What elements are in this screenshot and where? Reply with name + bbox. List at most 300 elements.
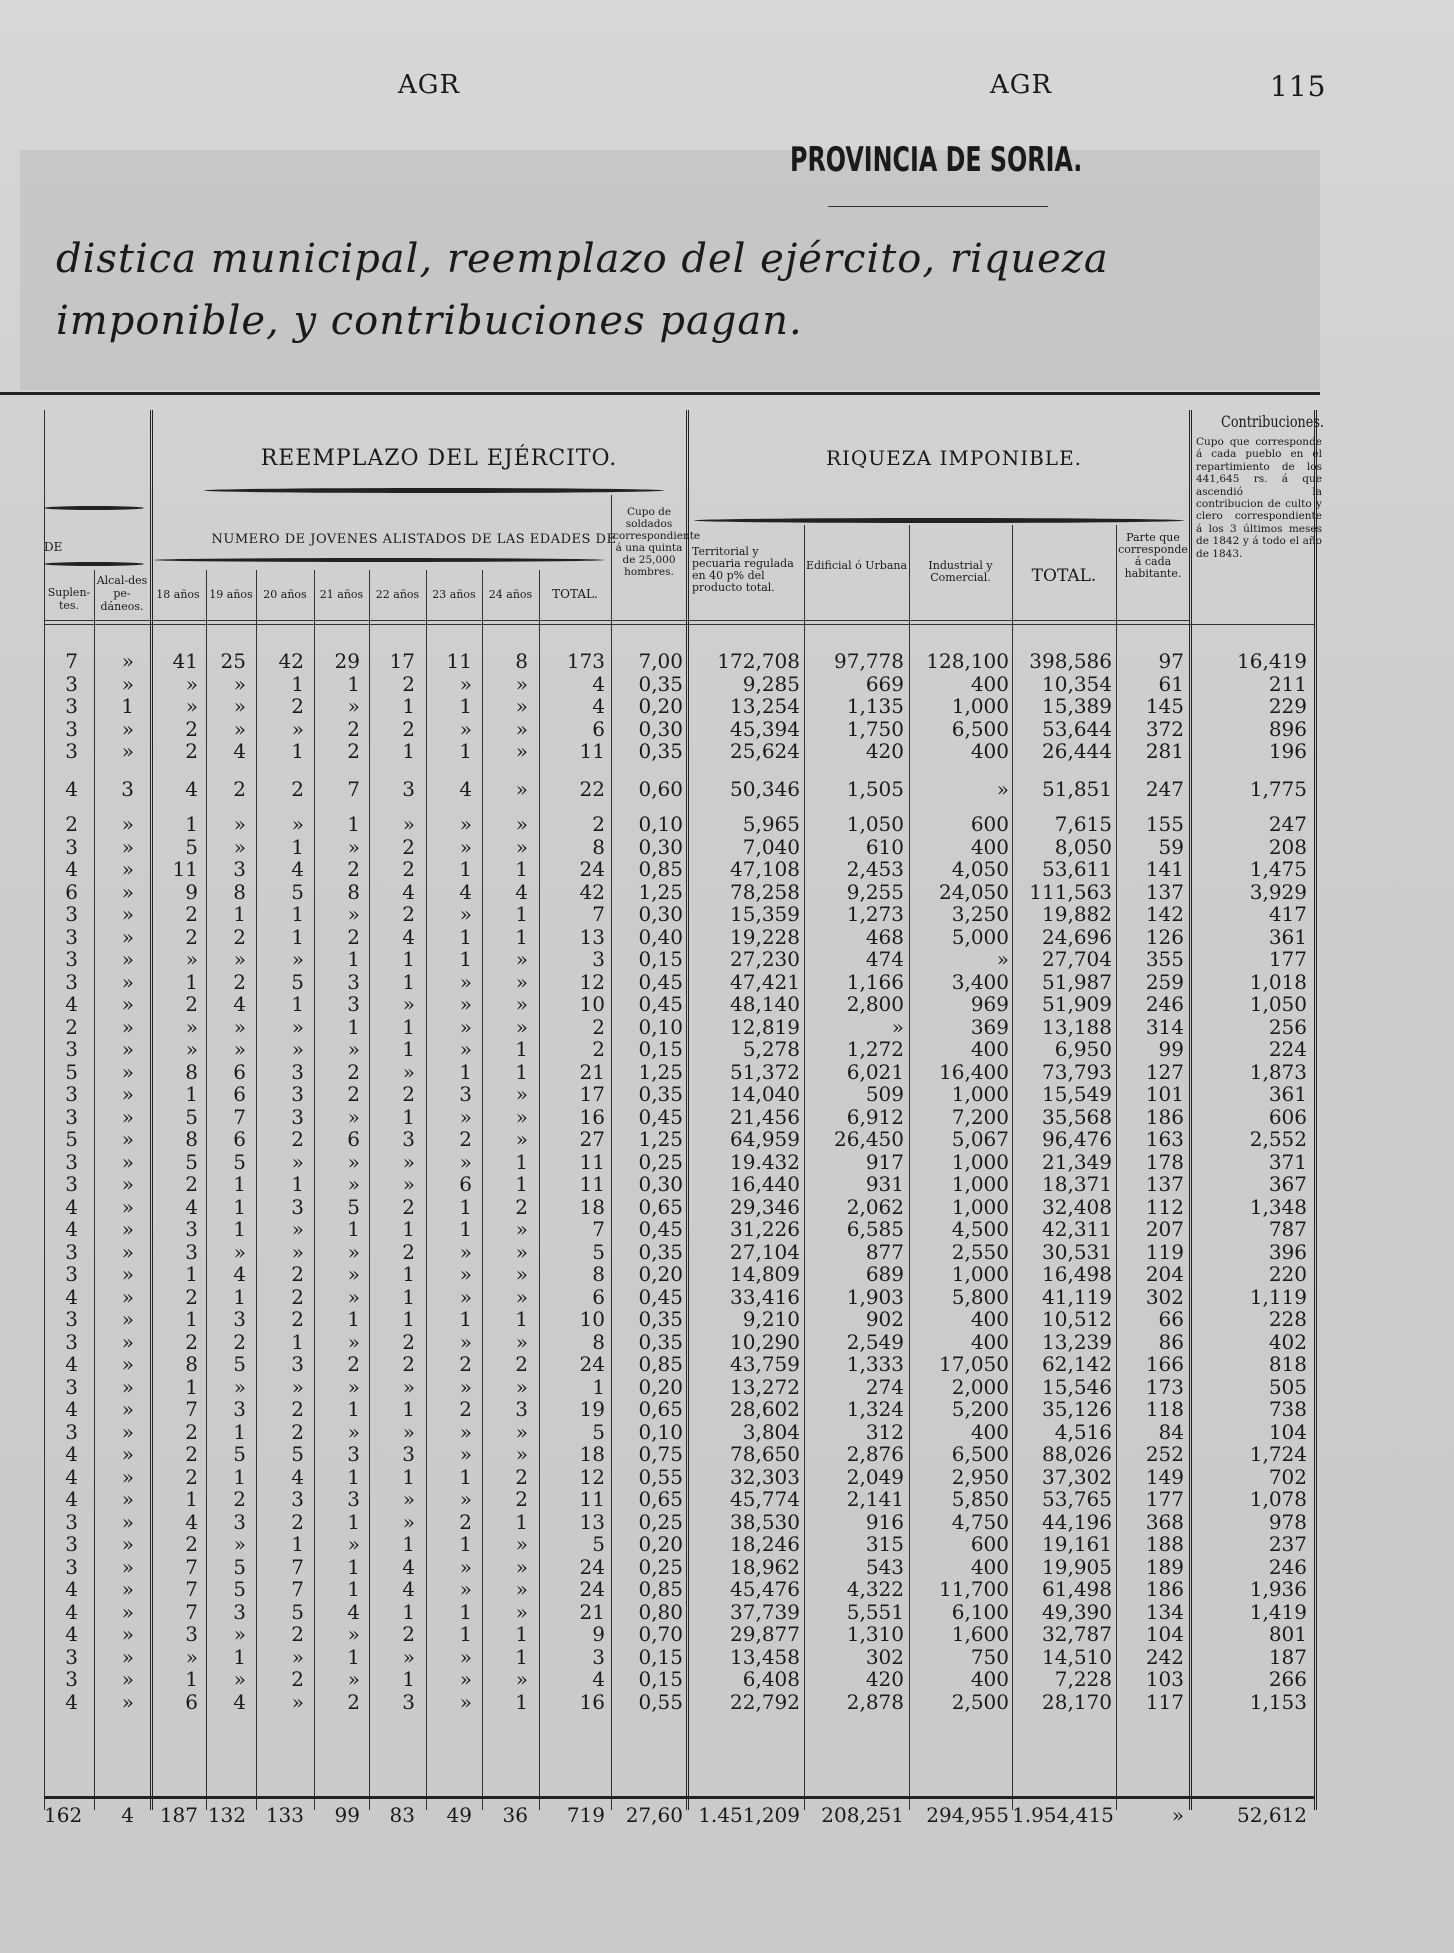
cell-total-jovenes: 19 <box>579 1397 605 1421</box>
cell-a19: 2 <box>233 1329 246 1354</box>
section-reemplazo: REEMPLAZO DEL EJÉRCITO. <box>260 446 618 471</box>
total-territorial: 1.451,209 <box>698 1803 800 1827</box>
cell-total-riqueza: 73,793 <box>1042 1059 1112 1084</box>
cell-territorial: 47,108 <box>730 857 800 881</box>
cell-territorial: 172,708 <box>717 649 800 673</box>
numero-jovenes-heading: NUMERO DE JOVENES ALISTADOS DE LAS EDADES DE <box>211 532 617 547</box>
cell-industrial: 2,550 <box>951 1239 1009 1264</box>
col-22: 22 años <box>375 588 420 601</box>
cell-a20: » <box>291 716 304 741</box>
cell-territorial: 18,246 <box>730 1532 800 1556</box>
cell-contribucion: 1,419 <box>1249 1599 1307 1624</box>
cell-total-jovenes: 6 <box>592 716 605 741</box>
cell-a22: 1 <box>402 739 415 763</box>
cell-suplentes: 3 <box>65 1329 78 1354</box>
cell-a24: » <box>515 1419 528 1444</box>
cell-territorial: 43,759 <box>730 1352 800 1376</box>
cell-a20: » <box>291 1014 304 1039</box>
table-row <box>44 1443 1322 1465</box>
cell-parte: 189 <box>1145 1554 1184 1579</box>
cell-territorial: 5,965 <box>742 812 800 836</box>
cell-a24: 1 <box>515 1622 528 1646</box>
cell-a24: » <box>515 1262 528 1286</box>
cell-a19: 1 <box>233 1464 246 1489</box>
cell-a19: 7 <box>233 1104 246 1129</box>
cell-a24: » <box>515 834 528 859</box>
cell-parte: 141 <box>1145 857 1184 881</box>
cell-a18: 3 <box>185 1239 198 1264</box>
cell-territorial: 45,476 <box>730 1577 800 1601</box>
cell-contribucion: 256 <box>1268 1014 1307 1039</box>
cell-a20: 3 <box>291 1104 304 1129</box>
col-parte: Parte que corresponde á cada habitante. <box>1118 531 1188 580</box>
cell-a22: 1 <box>402 1262 415 1286</box>
cell-suplentes: 3 <box>65 1419 78 1444</box>
cell-edificial: » <box>891 1014 904 1039</box>
cell-contribucion: 211 <box>1268 671 1307 696</box>
cell-alcaldes: » <box>121 649 134 673</box>
cell-suplentes: 3 <box>65 1037 78 1061</box>
cell-cupo: 0,25 <box>638 1554 683 1579</box>
cell-total-jovenes: 16 <box>579 1104 605 1129</box>
cell-cupo: 0,40 <box>638 924 683 949</box>
cell-cupo: 0,45 <box>638 969 683 994</box>
cell-alcaldes: » <box>121 1397 134 1421</box>
cell-a18: 7 <box>185 1577 198 1601</box>
cell-industrial: 128,100 <box>926 649 1009 673</box>
cell-suplentes: 4 <box>65 1464 78 1489</box>
cell-total-riqueza: 28,170 <box>1042 1689 1112 1714</box>
cell-edificial: 2,876 <box>846 1442 904 1466</box>
cell-contribucion: 1,724 <box>1249 1442 1307 1466</box>
cell-parte: 204 <box>1145 1262 1184 1286</box>
cell-cupo: 0,45 <box>638 992 683 1016</box>
cell-cupo: 0,30 <box>638 902 683 926</box>
table-row <box>44 926 1322 948</box>
cell-cupo: 0,45 <box>638 1104 683 1129</box>
cell-contribucion: 1,775 <box>1249 776 1307 801</box>
cell-industrial: 400 <box>970 1419 1009 1444</box>
section-de: DE <box>44 540 63 554</box>
cell-a22: » <box>402 1059 415 1084</box>
cell-parte: 101 <box>1145 1082 1184 1106</box>
cell-parte: 163 <box>1145 1127 1184 1151</box>
cell-total-jovenes: 13 <box>579 1509 605 1534</box>
cell-parte: 246 <box>1145 992 1184 1016</box>
cell-cupo: 1,25 <box>638 1127 683 1151</box>
cell-edificial: 917 <box>865 1149 904 1174</box>
cell-suplentes: 3 <box>65 1374 78 1399</box>
cell-industrial: » <box>996 947 1009 971</box>
cell-a20: 5 <box>291 1442 304 1466</box>
cell-a18: 6 <box>185 1689 198 1714</box>
cell-a23: 1 <box>459 1464 472 1489</box>
cell-a21: 1 <box>347 671 360 696</box>
table-row <box>44 1646 1322 1668</box>
cell-total-jovenes: 13 <box>579 924 605 949</box>
cell-suplentes: 4 <box>65 1622 78 1646</box>
cell-a20: 2 <box>291 776 304 801</box>
cell-industrial: 6,100 <box>951 1599 1009 1624</box>
table-row <box>44 1691 1322 1713</box>
cell-territorial: 45,774 <box>730 1487 800 1511</box>
cell-a18: 11 <box>172 857 198 881</box>
cell-a21: 2 <box>347 1352 360 1376</box>
cell-suplentes: 4 <box>65 1577 78 1601</box>
cell-total-riqueza: 41,119 <box>1042 1284 1112 1309</box>
cell-a23: 2 <box>459 1352 472 1376</box>
cell-a21: » <box>347 1037 360 1061</box>
cell-a18: 4 <box>185 776 198 801</box>
table-row <box>44 1061 1322 1083</box>
cell-a23: 1 <box>459 1532 472 1556</box>
cell-suplentes: 3 <box>65 694 78 718</box>
cell-a24: 1 <box>515 1037 528 1061</box>
cell-a21: 3 <box>347 992 360 1016</box>
cell-a20: 1 <box>291 1532 304 1556</box>
cell-total-riqueza: 14,510 <box>1042 1644 1112 1669</box>
cell-a21: 1 <box>347 812 360 836</box>
cell-a22: 1 <box>402 1104 415 1129</box>
cell-a23: 1 <box>459 1622 472 1646</box>
cell-total-riqueza: 96,476 <box>1042 1127 1112 1151</box>
cell-alcaldes: » <box>121 1329 134 1354</box>
cell-total-jovenes: 2 <box>592 1037 605 1061</box>
table-row <box>44 1173 1322 1195</box>
cell-suplentes: 3 <box>65 834 78 859</box>
cell-a24: 1 <box>515 1644 528 1669</box>
cell-a22: 2 <box>402 902 415 926</box>
cell-contribucion: 246 <box>1268 1554 1307 1579</box>
table-row <box>44 1016 1322 1038</box>
cell-a21: 1 <box>347 1644 360 1669</box>
cell-total-jovenes: 1 <box>592 1374 605 1399</box>
cell-total-jovenes: 42 <box>579 879 605 904</box>
cell-total-riqueza: 32,408 <box>1042 1194 1112 1219</box>
table-row <box>44 1511 1322 1533</box>
cell-alcaldes: » <box>121 1239 134 1264</box>
cell-total-riqueza: 15,546 <box>1042 1374 1112 1399</box>
cell-suplentes: 4 <box>65 1217 78 1241</box>
cell-a20: 5 <box>291 879 304 904</box>
totals-row <box>44 1804 1322 1826</box>
cell-suplentes: 6 <box>65 879 78 904</box>
cell-suplentes: 3 <box>65 1172 78 1196</box>
cell-a18: 2 <box>185 1419 198 1444</box>
cell-a20: 2 <box>291 1262 304 1286</box>
cell-a21: 2 <box>347 1082 360 1106</box>
cell-suplentes: 7 <box>65 649 78 673</box>
cell-edificial: 6,912 <box>846 1104 904 1129</box>
cell-edificial: 916 <box>865 1509 904 1534</box>
cell-a24: » <box>515 1239 528 1264</box>
cell-cupo: 0,45 <box>638 1217 683 1241</box>
cell-a21: » <box>347 1419 360 1444</box>
cell-a22: 2 <box>402 1329 415 1354</box>
cell-a19: 3 <box>233 1509 246 1534</box>
cell-a24: 1 <box>515 1059 528 1084</box>
table-row <box>44 1421 1322 1443</box>
cell-a20: 7 <box>291 1554 304 1579</box>
cell-total-jovenes: 173 <box>566 649 605 673</box>
cell-cupo: 0,15 <box>638 1644 683 1669</box>
cell-contribucion: 224 <box>1268 1037 1307 1061</box>
cell-a20: » <box>291 1239 304 1264</box>
cell-a19: 1 <box>233 1172 246 1196</box>
cell-a22: 1 <box>402 1014 415 1039</box>
cell-territorial: 9,285 <box>742 671 800 696</box>
cell-total-jovenes: 10 <box>579 992 605 1016</box>
cell-territorial: 31,226 <box>730 1217 800 1241</box>
cell-a21: 1 <box>347 1509 360 1534</box>
cell-a19: 6 <box>233 1127 246 1151</box>
cell-parte: 118 <box>1145 1397 1184 1421</box>
col-23: 23 años <box>432 588 476 601</box>
cell-a21: » <box>347 1329 360 1354</box>
cell-alcaldes: » <box>121 969 134 994</box>
total-cupo: 27,60 <box>625 1803 683 1827</box>
total-a23: 49 <box>446 1803 472 1827</box>
cell-a22: 1 <box>402 1397 415 1421</box>
cell-territorial: 78,650 <box>730 1442 800 1466</box>
cell-a21: » <box>347 1374 360 1399</box>
cell-a21: 1 <box>347 1577 360 1601</box>
cell-a19: » <box>233 694 246 718</box>
cell-a24: 8 <box>515 649 528 673</box>
cell-a24: » <box>515 776 528 801</box>
cell-total-jovenes: 18 <box>579 1442 605 1466</box>
cell-a19: 4 <box>233 1262 246 1286</box>
cell-industrial: » <box>996 776 1009 801</box>
cell-total-riqueza: 21,349 <box>1042 1149 1112 1174</box>
cell-cupo: 0,25 <box>638 1149 683 1174</box>
cell-territorial: 27,230 <box>730 947 800 971</box>
cell-total-riqueza: 24,696 <box>1042 924 1112 949</box>
cell-total-riqueza: 49,390 <box>1042 1599 1112 1624</box>
cell-total-riqueza: 19,161 <box>1042 1532 1112 1556</box>
cell-a23: » <box>459 1037 472 1061</box>
cell-total-jovenes: 11 <box>579 1172 605 1196</box>
cell-a19: » <box>233 1667 246 1691</box>
cell-a24: 1 <box>515 1172 528 1196</box>
cell-parte: 372 <box>1145 716 1184 741</box>
cell-contribucion: 801 <box>1268 1622 1307 1646</box>
cell-a18: 8 <box>185 1352 198 1376</box>
cell-territorial: 25,624 <box>730 739 800 763</box>
cell-total-jovenes: 24 <box>579 1554 605 1579</box>
cell-industrial: 400 <box>970 739 1009 763</box>
cell-territorial: 29,346 <box>730 1194 800 1219</box>
cell-cupo: 0,10 <box>638 1014 683 1039</box>
cell-a22: 2 <box>402 834 415 859</box>
cell-total-jovenes: 21 <box>579 1599 605 1624</box>
cell-industrial: 2,500 <box>951 1689 1009 1714</box>
cell-contribucion: 1,050 <box>1249 992 1307 1016</box>
table-row <box>44 1083 1322 1105</box>
cell-alcaldes: 3 <box>121 776 134 801</box>
cell-total-riqueza: 30,531 <box>1042 1239 1112 1264</box>
cell-a21: » <box>347 1284 360 1309</box>
cell-industrial: 600 <box>970 812 1009 836</box>
cell-a24: 1 <box>515 1509 528 1534</box>
cell-total-jovenes: 10 <box>579 1307 605 1331</box>
table-row <box>44 1668 1322 1690</box>
cell-cupo: 0,35 <box>638 1307 683 1331</box>
page-number: 115 <box>1270 70 1327 103</box>
cell-a24: 2 <box>515 1464 528 1489</box>
cell-a18: 1 <box>185 1374 198 1399</box>
cell-a20: 5 <box>291 1599 304 1624</box>
cell-edificial: 312 <box>865 1419 904 1444</box>
cell-suplentes: 4 <box>65 1194 78 1219</box>
cell-a20: 2 <box>291 1419 304 1444</box>
cell-edificial: 543 <box>865 1554 904 1579</box>
cell-total-riqueza: 51,851 <box>1042 776 1112 801</box>
cell-suplentes: 3 <box>65 902 78 926</box>
cell-edificial: 1,050 <box>846 812 904 836</box>
cell-total-jovenes: 4 <box>592 671 605 696</box>
cell-parte: 186 <box>1145 1577 1184 1601</box>
cell-a24: » <box>515 1284 528 1309</box>
cell-total-riqueza: 35,568 <box>1042 1104 1112 1129</box>
cell-cupo: 0,30 <box>638 1172 683 1196</box>
cell-a21: 29 <box>334 649 360 673</box>
cell-a18: 1 <box>185 969 198 994</box>
cell-a18: 4 <box>185 1194 198 1219</box>
cell-a24: » <box>515 694 528 718</box>
col-19: 19 años <box>209 588 253 601</box>
cell-a19: 2 <box>233 924 246 949</box>
cell-suplentes: 3 <box>65 1307 78 1331</box>
cell-a24: » <box>515 947 528 971</box>
cell-a21: 2 <box>347 857 360 881</box>
cell-a24: » <box>515 671 528 696</box>
cell-territorial: 10,290 <box>730 1329 800 1354</box>
cell-parte: 103 <box>1145 1667 1184 1691</box>
table-row <box>44 1241 1322 1263</box>
cell-a19: » <box>233 1014 246 1039</box>
cell-industrial: 6,500 <box>951 716 1009 741</box>
cell-edificial: 689 <box>865 1262 904 1286</box>
cell-a23: » <box>459 1689 472 1714</box>
cell-edificial: 1,505 <box>846 776 904 801</box>
col-alcaldes: Alcal-des pe-dáneos. <box>96 574 148 613</box>
cell-total-riqueza: 53,611 <box>1042 857 1112 881</box>
cell-a22: 2 <box>402 1082 415 1106</box>
cell-a22: 1 <box>402 1037 415 1061</box>
cell-total-riqueza: 53,765 <box>1042 1487 1112 1511</box>
cell-total-jovenes: 24 <box>579 1577 605 1601</box>
cell-a20: 1 <box>291 834 304 859</box>
cell-alcaldes: » <box>121 947 134 971</box>
table-row <box>44 1106 1322 1128</box>
col-territorial: Territorial y pecuaria regulada en 40 p% del producto total. <box>692 545 794 594</box>
cell-total-jovenes: 12 <box>579 969 605 994</box>
cell-parte: 137 <box>1145 879 1184 904</box>
cell-edificial: 1,166 <box>846 969 904 994</box>
cell-a20: 1 <box>291 671 304 696</box>
col-cupo: Cupo de soldados correspondiente á una quinta de 25,000 hombres. <box>613 506 701 578</box>
cell-territorial: 22,792 <box>730 1689 800 1714</box>
cell-territorial: 21,456 <box>730 1104 800 1129</box>
cell-cupo: 0,20 <box>638 1374 683 1399</box>
cell-a18: 2 <box>185 1464 198 1489</box>
cell-parte: 99 <box>1158 1037 1184 1061</box>
cell-contribucion: 818 <box>1268 1352 1307 1376</box>
table-row <box>44 993 1322 1015</box>
cell-a24: » <box>515 969 528 994</box>
cell-a18: 7 <box>185 1599 198 1624</box>
cell-cupo: 0,10 <box>638 1419 683 1444</box>
cell-a21: 1 <box>347 1217 360 1241</box>
cell-a23: 1 <box>459 694 472 718</box>
cell-a20: 2 <box>291 1667 304 1691</box>
cell-contribucion: 1,475 <box>1249 857 1307 881</box>
cell-edificial: 474 <box>865 947 904 971</box>
cell-a23: 1 <box>459 924 472 949</box>
cell-a19: » <box>233 671 246 696</box>
total-a19: 132 <box>207 1803 246 1827</box>
cell-alcaldes: » <box>121 1014 134 1039</box>
table-row <box>44 1533 1322 1555</box>
cell-industrial: 5,067 <box>951 1127 1009 1151</box>
cell-industrial: 24,050 <box>939 879 1009 904</box>
cell-a23: » <box>459 1577 472 1601</box>
cell-a21: 6 <box>347 1127 360 1151</box>
cell-contribucion: 1,348 <box>1249 1194 1307 1219</box>
cell-total-jovenes: 16 <box>579 1689 605 1714</box>
cell-a18: 1 <box>185 1262 198 1286</box>
cell-cupo: 0,30 <box>638 716 683 741</box>
cell-territorial: 27,104 <box>730 1239 800 1264</box>
cell-a20: 2 <box>291 1397 304 1421</box>
cell-a23: » <box>459 902 472 926</box>
cell-industrial: 1,600 <box>951 1622 1009 1646</box>
cell-parte: 137 <box>1145 1172 1184 1196</box>
cell-parte: 97 <box>1158 649 1184 673</box>
cell-total-jovenes: 4 <box>592 694 605 718</box>
cell-a21: » <box>347 694 360 718</box>
cell-a20: 3 <box>291 1352 304 1376</box>
cell-a18: 5 <box>185 834 198 859</box>
cell-a21: » <box>347 1622 360 1646</box>
cell-a21: 7 <box>347 776 360 801</box>
cell-a20: » <box>291 947 304 971</box>
cell-a20: 4 <box>291 857 304 881</box>
cell-a24: 2 <box>515 1194 528 1219</box>
cell-a24: » <box>515 1667 528 1691</box>
cell-a19: 3 <box>233 1397 246 1421</box>
cell-a22: 1 <box>402 1307 415 1331</box>
cell-a20: 3 <box>291 1194 304 1219</box>
cell-a19: 1 <box>233 902 246 926</box>
cell-alcaldes: » <box>121 1082 134 1106</box>
table-row <box>44 1556 1322 1578</box>
cell-a19: 1 <box>233 1217 246 1241</box>
cell-edificial: 1,310 <box>846 1622 904 1646</box>
col-edificial: Edificial ó Urbana <box>805 559 908 572</box>
table-row <box>44 1196 1322 1218</box>
total-parte: » <box>1171 1803 1184 1827</box>
cell-contribucion: 228 <box>1268 1307 1307 1331</box>
cell-a23: 1 <box>459 857 472 881</box>
cell-edificial: 6,021 <box>846 1059 904 1084</box>
cell-a18: 8 <box>185 1127 198 1151</box>
cell-suplentes: 4 <box>65 1352 78 1376</box>
cell-a24: » <box>515 1217 528 1241</box>
cell-contribucion: 371 <box>1268 1149 1307 1174</box>
cell-a20: 2 <box>291 694 304 718</box>
